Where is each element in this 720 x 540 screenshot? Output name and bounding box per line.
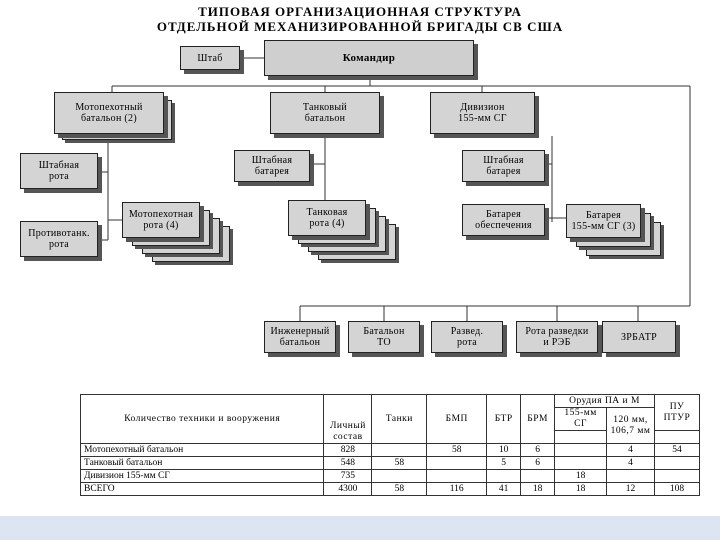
cell-brm: 18 — [521, 483, 555, 496]
equipment-table — [80, 394, 700, 496]
mech-battalion-box: Мотопехотный батальон (2) — [54, 92, 164, 134]
recon-company-box: Развед. рота — [431, 321, 503, 353]
cell-tanks: 58 — [372, 457, 427, 470]
antitank-company-box: Противотанк. рота — [20, 221, 98, 257]
title-line-1: ТИПОВАЯ ОРГАНИЗАЦИОННАЯ СТРУКТУРА — [198, 4, 522, 19]
title-line-2: ОТДЕЛЬНОЙ МЕХАНИЗИРОВАННОЙ БРИГАДЫ СВ США — [156, 19, 564, 34]
cell-brm: 6 — [521, 457, 555, 470]
cell-btr: 41 — [487, 483, 521, 496]
cell-btr: 5 — [487, 457, 521, 470]
table-header-row-1 — [81, 395, 700, 408]
cell-brm — [521, 470, 555, 483]
cell-btr — [487, 470, 521, 483]
ew-company-box: Рота разведки и РЭБ — [516, 321, 598, 353]
col-tanks-header: Танки — [372, 395, 427, 444]
hq-box: Штаб — [180, 46, 240, 70]
row-name: Мотопехотный батальон — [81, 444, 324, 457]
cell-brm: 6 — [521, 444, 555, 457]
col-personnel-header: Личный состав — [324, 395, 372, 444]
table-row-total — [81, 483, 700, 496]
col-atgm-header: ПУ ПТУР — [654, 395, 699, 431]
cell-bmp: 58 — [427, 444, 487, 457]
commander-box: Командир — [264, 40, 474, 76]
row-name: Дивизион 155-мм СГ — [81, 470, 324, 483]
cell-120: 4 — [607, 444, 655, 457]
support-battery-box: Батарея обеспечения — [462, 204, 545, 236]
cell-tanks — [372, 444, 427, 457]
hq-battery-tank-box: Штабная батарея — [234, 150, 310, 182]
cell-bmp — [427, 457, 487, 470]
cell-bmp — [427, 470, 487, 483]
row-name: ВСЕГО — [81, 483, 324, 496]
hq-battery-art-box: Штабная батарея — [462, 150, 545, 182]
col-btr-header: БТР — [487, 395, 521, 444]
col-atgm-spacer — [654, 431, 699, 444]
cell-120 — [607, 470, 655, 483]
cell-personnel: 548 — [324, 457, 372, 470]
cell-155: 18 — [555, 483, 607, 496]
table-row — [81, 470, 700, 483]
hq-company-box: Штабная рота — [20, 153, 98, 189]
cell-120: 12 — [607, 483, 655, 496]
cell-personnel: 4300 — [324, 483, 372, 496]
tank-battalion-box: Танковый батальон — [270, 92, 380, 134]
table-row — [81, 444, 700, 457]
col-155-header: 155-мм СГ — [555, 408, 607, 431]
aa-battery-box: ЗРБАТР — [602, 321, 676, 353]
bottom-band — [0, 516, 720, 540]
cell-tanks — [372, 470, 427, 483]
cell-personnel: 828 — [324, 444, 372, 457]
cell-tanks: 58 — [372, 483, 427, 496]
col-120-header: 120 мм, 106,7 мм — [607, 408, 655, 444]
cell-155 — [555, 457, 607, 470]
row-name: Танковый батальон — [81, 457, 324, 470]
cell-bmp: 116 — [427, 483, 487, 496]
tank-company-box: Танковая рота (4) — [288, 200, 366, 236]
col-bmp-header: БМП — [427, 395, 487, 444]
maintenance-battalion-box: Батальон ТО — [348, 321, 420, 353]
cell-155 — [555, 444, 607, 457]
cell-120: 4 — [607, 457, 655, 470]
cell-atgm: 54 — [654, 444, 699, 457]
col-guns-group-header: Орудия ПА и М — [555, 395, 655, 408]
table-header-label: Количество техники и вооружения — [81, 395, 324, 444]
mech-company-box: Мотопехотная рота (4) — [122, 202, 200, 238]
sp-battery-box: Батарея 155-мм СГ (3) — [566, 204, 641, 238]
cell-btr: 10 — [487, 444, 521, 457]
cell-atgm — [654, 470, 699, 483]
table-row — [81, 457, 700, 470]
col-155-spacer — [555, 431, 607, 444]
cell-155: 18 — [555, 470, 607, 483]
col-brm-header: БРМ — [521, 395, 555, 444]
engineer-battalion-box: Инженерный батальон — [264, 321, 336, 353]
artillery-division-box: Дивизион 155-мм СГ — [430, 92, 535, 134]
cell-atgm: 108 — [654, 483, 699, 496]
cell-personnel: 735 — [324, 470, 372, 483]
cell-atgm — [654, 457, 699, 470]
